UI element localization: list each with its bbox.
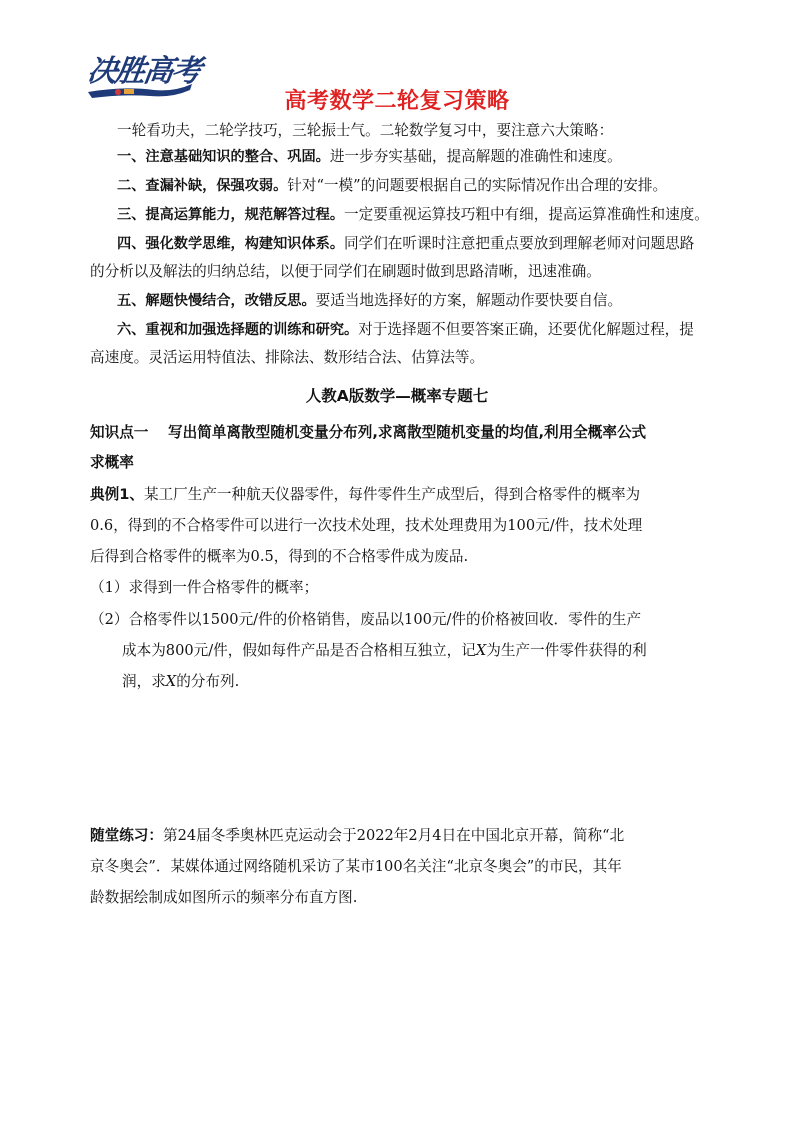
example-question-2-line-2 (122, 641, 647, 661)
example-question-2-line-1: （2）合格零件以1500元/件的价格销售，废品以100元/件的价格被回收．零件的生产 (90, 611, 642, 628)
strategy-item-4-text: 同学们在听课时注意把重点要放到理解老师对问题思路 (344, 235, 695, 252)
strategy-item-6-head: 六、重视和加强选择题的训练和研究。 (117, 322, 359, 338)
strategy-item-4 (117, 234, 694, 254)
example-line-2: 0.6，得到的不合格零件可以进行一次技术处理，技术处理费用为100元/件，技术处理 (90, 517, 643, 534)
strategy-item-5-text: 要适当地选择好的方案，解题动作要快要自信。 (315, 292, 623, 309)
q2-text-a: 成本为800元/件，假如每件产品是否合格相互独立，记 (122, 642, 476, 659)
strategy-item-6-cont: 高速度。灵活运用特值法、排除法、数形结合法、估算法等。 (90, 349, 485, 366)
variable-x: X (475, 642, 487, 659)
strategy-item-5 (117, 291, 622, 311)
strategy-item-1-head: 一、注意基础知识的整合、巩固。 (117, 149, 330, 165)
practice-line-3: 龄数据绘制成如图所示的频率分布直方图. (90, 889, 358, 906)
example-label: 典例1、 (90, 486, 144, 503)
q2-text-c: 润，求 (122, 673, 166, 690)
strategy-item-3-text: 一定要重视运算技巧粗中有细，提高运算准确性和速度。 (344, 206, 709, 223)
knowledge-point-line-1: 知识点一 写出简单离散型随机变量分布列,求离散型随机变量的均值,利用全概率公式 (90, 424, 647, 441)
practice-line-1 (90, 826, 624, 846)
q2-text-b: 为生产一件零件获得的利 (486, 642, 647, 659)
strategy-item-3-head: 三、提高运算能力，规范解答过程。 (117, 207, 345, 223)
example-line-1 (90, 485, 640, 505)
knowledge-point-line-2: 求概率 (90, 454, 134, 471)
logo-text: 决胜高考 (85, 54, 202, 89)
strategy-item-2 (117, 176, 667, 196)
strategy-item-1-text: 进一步夯实基础，提高解题的准确性和速度。 (329, 148, 622, 165)
strategy-intro: 一轮看功夫，二轮学技巧，三轮振士气。二轮数学复习中，要注意六大策略： (117, 122, 614, 139)
strategy-item-2-text: 针对“一模”的问题要根据自己的实际情况作出合理的安排。 (287, 177, 668, 194)
section-title: 人教A版数学—概率专题七 (305, 387, 489, 405)
strategy-item-3 (117, 205, 709, 225)
example-question-1: （1）求得到一件合格零件的概率； (90, 579, 319, 596)
example-line-3: 后得到合格零件的概率为0.5，得到的不合格零件成为废品. (90, 548, 469, 565)
practice-line-2: 京冬奥会”．某媒体通过网络随机采访了某市100名关注“北京冬奥会”的市民，其年 (90, 858, 622, 875)
q2-text-d: 的分布列. (176, 673, 240, 690)
strategy-item-4-head: 四、强化数学思维，构建知识体系。 (117, 236, 345, 252)
example-text-1: 某工厂生产一种航天仪器零件，每件零件生产成型后，得到合格零件的概率为 (143, 486, 641, 503)
strategy-item-4-cont: 的分析以及解法的归纳总结，以便于同学们在刷题时做到思路清晰，迅速准确。 (90, 263, 601, 280)
strategy-item-1 (117, 147, 622, 167)
strategy-item-2-head: 二、查漏补缺，保强攻弱。 (117, 178, 288, 194)
practice-label: 随堂练习： (90, 827, 163, 844)
document-title: 高考数学二轮复习策略 (284, 89, 510, 114)
strategy-item-5-head: 五、解题快慢结合，改错反思。 (117, 293, 316, 309)
strategy-item-6 (117, 320, 694, 340)
practice-text-1: 第24届冬季奥林匹克运动会于2022年2月4日在中国北京开幕，简称“北 (162, 827, 625, 844)
strategy-item-6-text: 对于选择题不但要答案正确，还要优化解题过程，提 (358, 321, 694, 338)
example-question-2-line-3 (122, 672, 239, 692)
variable-x-2: X (165, 673, 177, 690)
